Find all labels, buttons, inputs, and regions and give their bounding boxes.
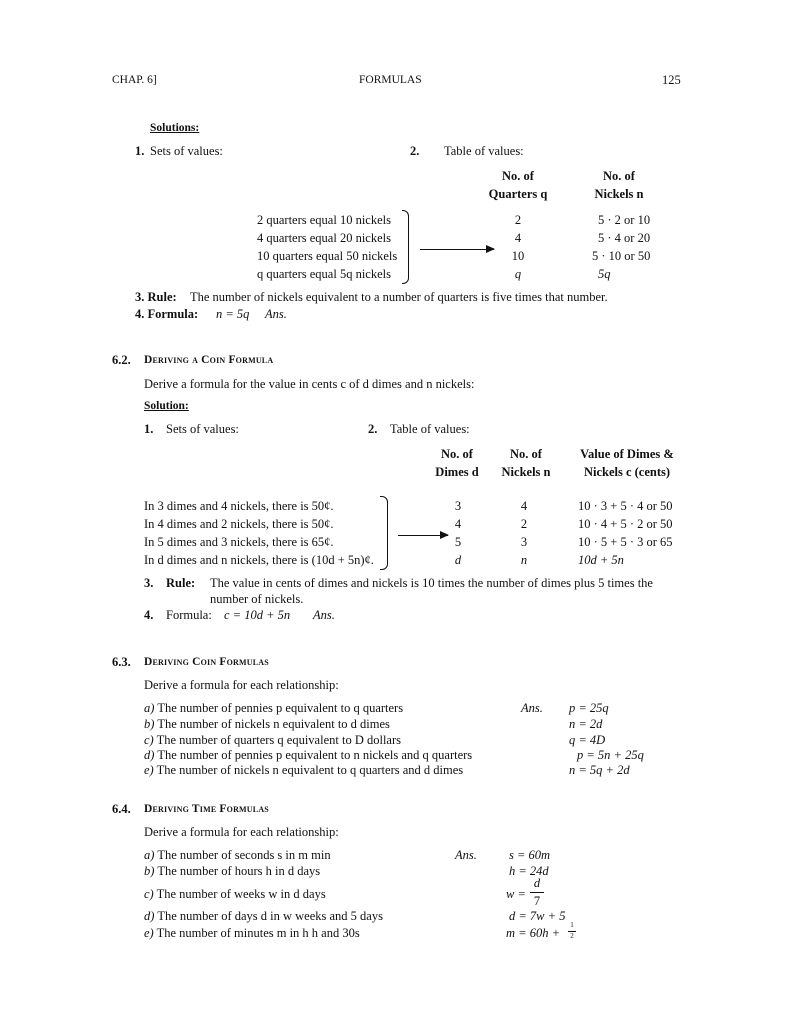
list-item: b) The number of hours h in d days [144,864,321,878]
step1-label: Sets of values: [150,144,223,158]
ans-label: Ans. [521,701,543,715]
table-cell: 3 [454,499,462,513]
table-cell: 4 [454,517,462,531]
running-header-chapter: CHAP. 6] [112,74,157,86]
table-cell: 10 · 4 + 5 · 2 or 50 [578,517,673,531]
ans-label: Ans. [265,307,287,321]
col-header-dimes: No. of Dimes d [435,447,479,479]
list-item: d) The number of pennies p equivalent to n nickels and q quarters [144,748,473,762]
table-cell: 5 · 4 or 20 [598,231,651,245]
set-line: 10 quarters equal 50 nickels [257,249,398,263]
problem-title: Deriving Coin Formulas [144,656,269,668]
answer: s = 60m [509,848,551,862]
problem-title: Deriving a Coin Formula [144,354,274,366]
step2-number: 2. [368,422,378,436]
table-cell: 5q [598,267,611,281]
problem-number: 6.4. [112,802,131,816]
answer: q = 4D [569,733,606,747]
formula: n = 5q [216,307,250,321]
list-item: a) The number of pennies p equivalent to q quarters [144,701,404,715]
list-item: c) The number of quarters q equivalent to D dollars [144,733,401,747]
step2-label: Table of values: [444,144,524,158]
list-item: a) The number of seconds s in m min [144,848,331,862]
problem-number: 6.3. [112,655,131,669]
solutions-label: Solutions: [150,122,200,134]
step1-number: 1. [135,144,145,158]
problem-title: Deriving Time Formulas [144,803,269,815]
formula-label: 4. Formula: [135,307,199,321]
table-cell: 2 [520,517,528,531]
rule-text: The number of nickels equivalent to a number of quarters is five times that number. [190,290,608,304]
set-line: 4 quarters equal 20 nickels [257,231,391,245]
col-header-value: Value of Dimes & Nickels c (cents) [580,447,674,479]
fraction-denominator: 7 [533,894,541,908]
ans-label: Ans. [313,608,335,622]
answer: d = 7w + 5 [509,909,566,923]
table-cell: 10d + 5n [578,553,624,567]
step2-label: Table of values: [390,422,470,436]
formula: c = 10d + 5n [224,608,291,622]
answer: m = 60h + [506,926,561,940]
page-number: 125 [662,73,681,87]
step2-number: 2. [410,144,420,158]
table-cell: 10 · 5 + 5 · 3 or 65 [578,535,673,549]
arrow [420,249,494,250]
right-brace [380,496,388,570]
rule-text-continued: number of nickels. [210,592,304,606]
fraction-numerator: d [533,876,541,890]
table-cell: n [520,553,528,567]
problem-prompt: Derive a formula for the value in cents c of d dimes and n nickels: [144,377,475,391]
table-cell: d [454,553,462,567]
formula-number: 4. [144,608,154,622]
fraction-denominator: 2 [570,932,574,940]
table-cell: q [514,267,522,281]
list-item: d) The number of days d in w weeks and 5 days [144,909,383,923]
set-line: In 5 dimes and 3 nickels, there is 65¢. [144,535,334,549]
rule-number: 3. [144,576,154,590]
problem-number: 6.2. [112,353,131,367]
table-cell: 10 [511,249,525,263]
set-line: In d dimes and n nickels, there is (10d + 5n)¢. [144,553,374,567]
answer: w = [506,887,526,901]
formula-label: Formula: [166,608,212,622]
list-item: e) The number of minutes m in h h and 30s [144,926,360,940]
fraction-bar [530,892,544,893]
answer: p = 25q [569,701,609,715]
answer: h = 24d [509,864,549,878]
step1-number: 1. [144,422,154,436]
col-header-nickels: No. of Nickels n [501,447,551,479]
answer: n = 5q + 2d [569,763,630,777]
rule-label: Rule: [166,576,196,590]
table-cell: 5 · 2 or 10 [598,213,651,227]
table-cell: 10 · 3 + 5 · 4 or 50 [578,499,673,513]
ans-label: Ans. [455,848,477,862]
running-header-title: FORMULAS [359,74,422,86]
col-header-quarters: No. of Quarters q [488,169,548,201]
right-brace [402,210,409,284]
set-line: In 4 dimes and 2 nickels, there is 50¢. [144,517,334,531]
set-line: q quarters equal 5q nickels [257,267,391,281]
answer: p = 5n + 25q [577,748,644,762]
table-cell: 2 [514,213,522,227]
problem-prompt: Derive a formula for each relationship: [144,678,339,692]
set-line: 2 quarters equal 10 nickels [257,213,391,227]
fraction-numerator: 1 [570,921,574,929]
col-header-nickels: No. of Nickels n [594,169,644,201]
list-item: c) The number of weeks w in d days [144,887,326,901]
step1-label: Sets of values: [166,422,239,436]
problem-prompt: Derive a formula for each relationship: [144,825,339,839]
table-cell: 4 [520,499,528,513]
list-item: e) The number of nickels n equivalent to q quarters and d dimes [144,763,464,777]
list-item: b) The number of nickels n equivalent to d dimes [144,717,390,731]
table-cell: 4 [514,231,522,245]
table-cell: 3 [520,535,528,549]
set-line: In 3 dimes and 4 nickels, there is 50¢. [144,499,334,513]
solution-label: Solution: [144,400,189,412]
answer: n = 2d [569,717,603,731]
table-cell: 5 [454,535,462,549]
rule-text: The value in cents of dimes and nickels is 10 times the number of dimes plus 5 times the [210,576,653,590]
rule-label: 3. Rule: [135,290,177,304]
table-cell: 5 · 10 or 50 [592,249,651,263]
